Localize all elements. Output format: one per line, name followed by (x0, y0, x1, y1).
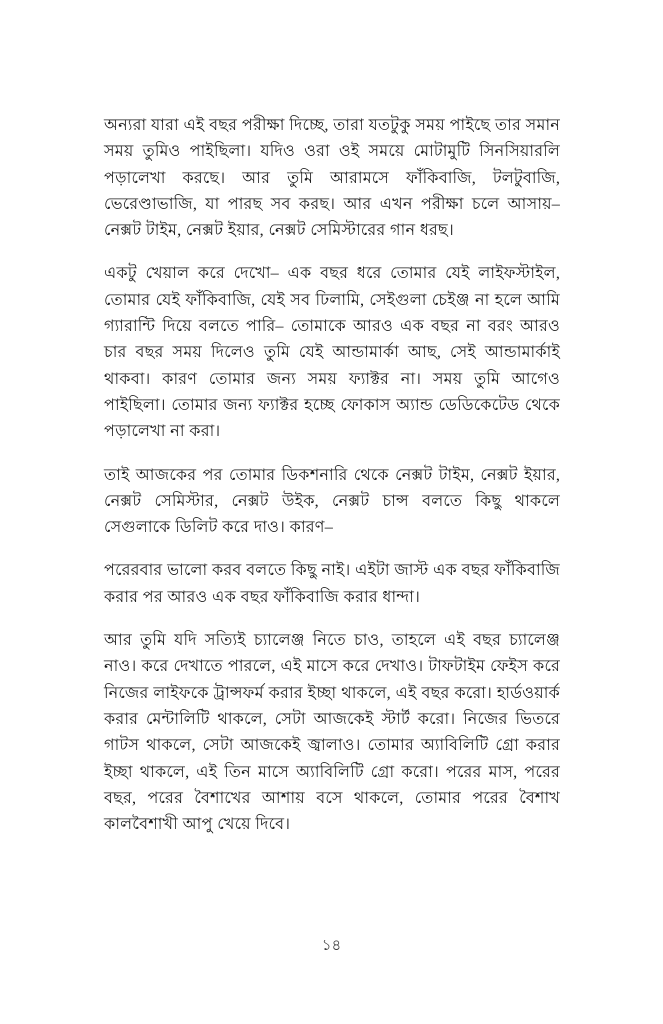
paragraph-4: পরেরবার ভালো করব বলতে কিছু নাই। এইটা জাস্ট এক বছর ফাঁকিবাজি করার পর আরও এক বছর ফাঁকিবাজি করার ধান্দা। (104, 561, 560, 606)
page-number: ১৪ (321, 938, 342, 954)
paragraph-5: আর তুমি যদি সত্যিই চ্যালেঞ্জ নিতে চাও, তাহলে এই বছর চ্যালেঞ্জ নাও। করে দেখাতে পারলে, এই মাসে করে দেখাও। টাফটাইম ফেইস করে নিজের লাইফকে ট্রান্সফর্ম করার ইচ্ছা থাকলে, এই বছর করো। হার্ডওয়ার্ক করার মেন্টালিটি থাকলে, সেটা আজকেই স্টার্ট করো। নিজের ভিতরে গাটস থাকলে, সেটা আজকেই জ্বালাও। তোমার অ্যাবিলিটি গ্রো করার ইচ্ছা থাকলে, এই তিন মাসে অ্যাবিলিটি গ্রো করো। পরের মাস, পরের বছর, পরের বৈশাখের আশায় বসে থাকলে, তোমার পরের বৈশাখ কালবৈশাখী আপু খেয়ে দিবে। (104, 631, 560, 834)
paragraph-2: একটু খেয়াল করে দেখো– এক বছর ধরে তোমার যেই লাইফস্টাইল, তোমার যেই ফাঁকিবাজি, যেই সব ঢিলামি, সেইগুলা চেইঞ্জ না হলে আমি গ্যারান্টি দিয়ে বলতে পারি– তোমাকে আরও এক বছর না বরং আরও চার বছর সময় দিলেও তুমি যেই আন্ডামার্কা আছ, সেই আন্ডামার্কাই থাকবা। কারণ তোমার জন্য সময় ফ্যাক্টর না। সময় তুমি আগেও পাইছিলা। তোমার জন্য ফ্যাক্টর হচ্ছে ফোকাস অ্যান্ড ডেডিকেটেড থেকে পড়ালেখা না করা। (104, 264, 560, 441)
body-text-block (104, 112, 560, 837)
paragraph-3: তাই আজকের পর তোমার ডিকশনারি থেকে নেক্সট টাইম, নেক্সট ইয়ার, নেক্সট সেমিস্টার, নেক্সট উইক, নেক্সট চান্স বলতে কিছু থাকলে সেগুলাকে ডিলিট করে দাও। কারণ– (104, 465, 560, 537)
paragraph-1: অন্যরা যারা এই বছর পরীক্ষা দিচ্ছে, তারা যতটুকু সময় পাইছে তার সমান সময় তুমিও পাইছিলা। যদিও ওরা ওই সময়ে মোটামুটি সিনসিয়ারলি পড়ালেখা করছে। আর তুমি আরামসে ফাঁকিবাজি, টলটুবাজি, ভেরেণ্ডাভাজি, যা পারছ সব করছ। আর এখন পরীক্ষা চলে আসায়– নেক্সট টাইম, নেক্সট ইয়ার, নেক্সট সেমিস্টারের গান ধরছ। (104, 116, 560, 240)
